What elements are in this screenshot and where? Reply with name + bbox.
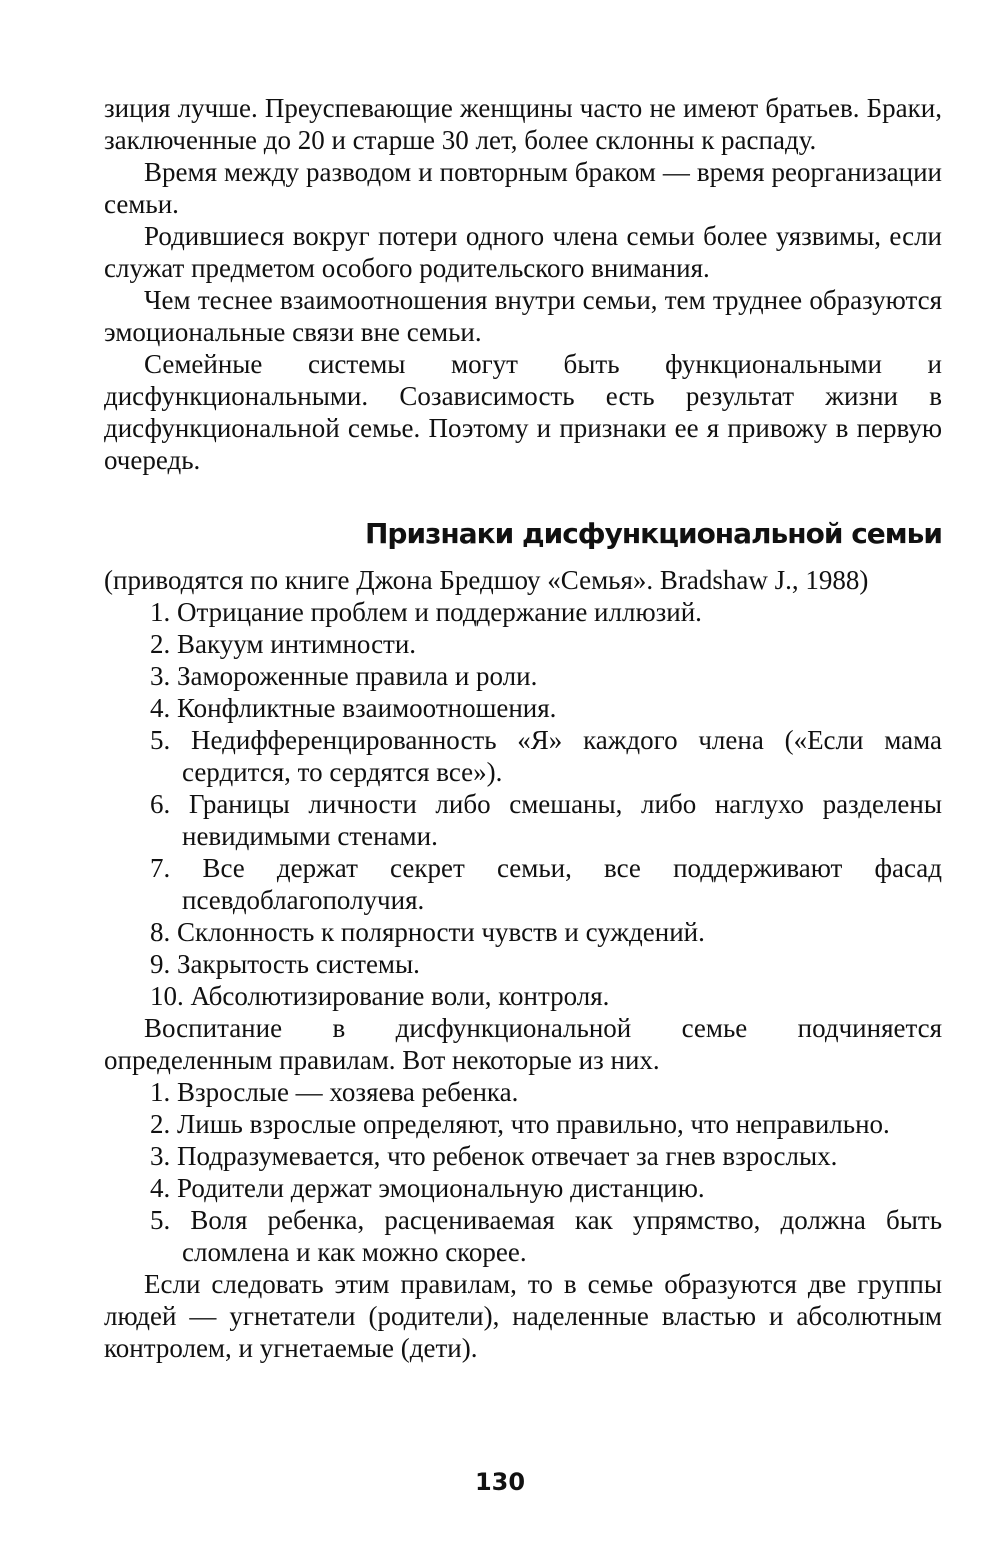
list-item-text: Лишь взрослые определяют, что правильно, что неправильно. xyxy=(177,1109,890,1139)
list-item-number: 4. xyxy=(150,693,171,723)
list-item-number: 1. xyxy=(150,1077,171,1107)
list-item-number: 9. xyxy=(150,949,171,979)
list-item-text: Родители держат эмоциональную дистанцию. xyxy=(177,1173,705,1203)
intro-paragraph: Семейные системы могут быть функциональными и дисфункциональными. Созависимость есть результат жизни в дисфункциональной семье. Поэтому и признаки ее я привожу в первую очередь. xyxy=(104,349,942,475)
list-item xyxy=(150,852,942,916)
list-item-number: 4. xyxy=(150,1173,171,1203)
list-item-text: Границы личности либо смешаны, либо наглухо разделены невидимыми стенами. xyxy=(182,789,943,851)
list-item-text: Закрытость системы. xyxy=(177,949,420,979)
list-item xyxy=(150,1204,942,1268)
list-item xyxy=(150,948,942,980)
list-item xyxy=(150,660,942,692)
list-item-text: Подразумевается, что ребенок отвечает за гнев взрослых. xyxy=(177,1141,838,1171)
source-note: (приводятся по книге Джона Бредшоу «Семья». Bradshaw J., 1988) xyxy=(104,565,869,595)
list-item-number: 5. xyxy=(150,725,171,755)
list-item-number: 6. xyxy=(150,789,171,819)
list-item-number: 2. xyxy=(150,1109,171,1139)
list-item-text: Абсолютизирование воли, контроля. xyxy=(190,981,610,1011)
list-item-text: Вакуум интимности. xyxy=(177,629,417,659)
list-item-text: Склонность к полярности чувств и суждений. xyxy=(177,917,705,947)
list-item-number: 2. xyxy=(150,629,171,659)
rules-list xyxy=(104,1076,942,1268)
intro-paragraph: Время между разводом и повторным браком — время реорганизации семьи. xyxy=(104,157,942,219)
list-item-text: Все держат секрет семьи, все поддерживают фасад псевдоблагополучия. xyxy=(182,853,942,915)
list-item xyxy=(150,1140,942,1172)
list-item-number: 1. xyxy=(150,597,171,627)
list-item xyxy=(150,1172,942,1204)
list-item xyxy=(150,980,942,1012)
list-item-number: 3. xyxy=(150,661,171,691)
list-item-number: 3. xyxy=(150,1141,171,1171)
intro-paragraph-continued: зиция лучше. Преуспевающие женщины часто не имеют братьев. Браки, заключенные до 20 и старше 30 лет, более склонны к распаду. xyxy=(104,93,942,155)
list-item-number: 8. xyxy=(150,917,171,947)
signs-list xyxy=(104,596,942,1012)
list-item-text: Конфликтные взаимоотношения. xyxy=(177,693,557,723)
list-item xyxy=(150,724,942,788)
page-body xyxy=(104,92,942,1364)
intro-paragraph: Чем теснее взаимоотношения внутри семьи, тем труднее образуются эмоциональные связи вне семьи. xyxy=(104,285,942,347)
list-item xyxy=(150,916,942,948)
list-item-text: Взрослые — хозяева ребенка. xyxy=(177,1077,519,1107)
list-item xyxy=(150,596,942,628)
list-item xyxy=(150,788,942,852)
list-item-number: 10. xyxy=(150,981,184,1011)
list-item-text: Воля ребенка, расцениваемая как упрямство, должна быть сломлена и как можно скорее. xyxy=(182,1205,943,1267)
list-item-number: 7. xyxy=(150,853,171,883)
list-item-text: Отрицание проблем и поддержание иллюзий. xyxy=(177,597,702,627)
rules-intro-paragraph: Воспитание в дисфункциональной семье подчиняется определенным правилам. Вот некоторые из них. xyxy=(104,1013,942,1075)
list-item-number: 5. xyxy=(150,1205,171,1235)
conclusion-paragraph: Если следовать этим правилам, то в семье образуются две группы людей — угнетатели (родители), наделенные властью и абсолютным контролем, и угнетаемые (дети). xyxy=(104,1269,942,1363)
list-item xyxy=(150,1076,942,1108)
list-item xyxy=(150,692,942,724)
list-item-text: Замороженные правила и роли. xyxy=(177,661,538,691)
list-item xyxy=(150,628,942,660)
list-item-text: Недифференцированность «Я» каждого члена («Если мама сердится, то сердятся все»). xyxy=(182,725,943,787)
intro-paragraph: Родившиеся вокруг потери одного члена семьи более уязвимы, если служат предметом особого родительского внимания. xyxy=(104,221,942,283)
section-heading: Признаки дисфункциональной семьи xyxy=(365,517,942,550)
page-number: 130 xyxy=(474,1468,526,1496)
list-item xyxy=(150,1108,942,1140)
